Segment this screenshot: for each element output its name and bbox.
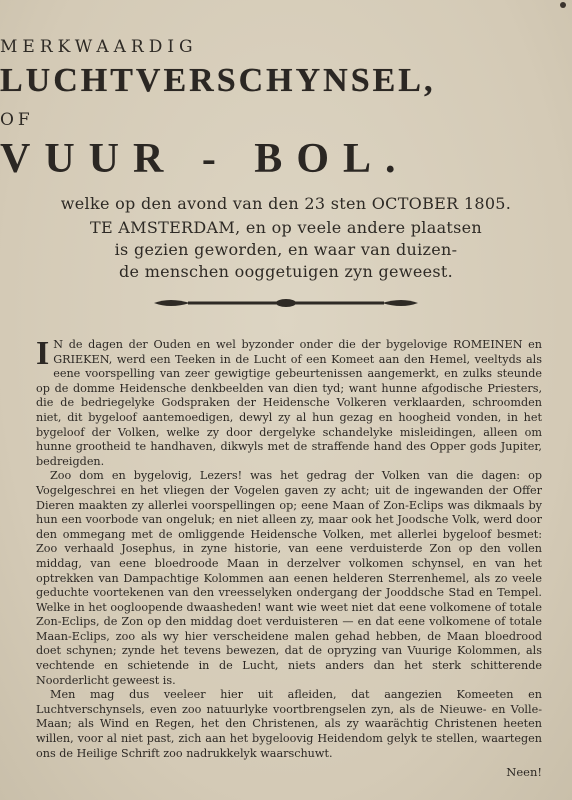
drop-cap: I bbox=[36, 335, 50, 372]
ornamental-divider bbox=[150, 296, 422, 310]
ink-spot bbox=[560, 2, 566, 8]
subtitle-line-3: is gezien geworden, en waar van duizen- bbox=[114, 240, 458, 259]
paragraph-1-text: N de dagen der Ouden en wel byzonder onder die der bygelovige ROMEINEN en GRIEKEN, werd een Teeken in de Lucht of een Komeet aan den Hemel, veeltyds als eene voorspelling van zeer gewigtige gebeurtenissen aangemerkt, en zulks steunde op de domme Heidensche denkbeelden van dien tyd; want hunne afgodische Priesters, die de bedriegelyke Godspraken der Heidensche Volkeren verklaarden, schroomden niet, dit bygeloof aantemoedigen, dewyl zy al hun gezag en hoogheid vonden, in het bygeloof der Volken, welke zy door dergelyke schandelyke misleidingen, alleen om hunne grootheid te handhaven, dikwyls met de straffende hand des Opper gods Jupiter, bedreigden. bbox=[36, 338, 542, 468]
catchword: Neen! bbox=[506, 765, 542, 779]
title-line-luchtverschynsel: LUCHTVERSCHYNSEL, bbox=[0, 62, 436, 99]
paragraph-3: Men mag dus veeleer hier uit afleiden, dat aangezien Komeeten en Luchtverschynsels, even zoo natuurlyke voortbrengselen zyn, als de Nieuwe- en Volle-Maan; als Wind en Regen, het den Christenen, als zy waarächtig Christenen heeten willen, voor al niet past, zich aan het bygeloovig Heidendom gelyk te stellen, waartegen ons de Heilige Schrift zoo nadrukkelyk waarschuwt. bbox=[36, 688, 542, 760]
subtitle-line-1: welke op den avond van den 23 sten OCTOBER 1805. bbox=[60, 194, 512, 213]
title-line-merkwaardig: MERKWAARDIG bbox=[0, 37, 198, 57]
title-line-vuur-bol: VUUR - BOL. bbox=[0, 136, 410, 182]
body-text bbox=[36, 335, 542, 761]
subtitle-line-2: TE AMSTERDAM, en op veele andere plaatsen bbox=[89, 218, 483, 237]
paragraph-1 bbox=[36, 335, 542, 469]
paragraph-2: Zoo dom en bygelovig, Lezers! was het gedrag der Volken van die dagen: op Vogelgeschrei en het vliegen der Vogelen gaven zy acht; uit de ingewanden der Offer Dieren maakten zy allerlei voorspellingen op; eene Maan of Zon-Eclips was dikmaals by hun een voorbode van ongeluk; en niet alleen zy, maar ook het Joodsche Volk, werd door den ommegang met de omliggende Heidensche Volken, met allerlei bygeloof besmet: Zoo verhaald Josephus, in zyne historie, van eene verduisterde Zon op den vollen middag, van eene bloedroode Maan in derzelver volkomen schynsel, en van het optrekken van Dampachtige Kolommen aan eenen helderen Sterrenhemel, als zo veele geduchte voortekenen van den vreesselyken ondergang der Jooddsche Stad en Tempel. Welke in het oogloopende dwaasheden! want wie weet niet dat eene volkomene of totale Zon-Eclips, de Zon op den middag doet verduisteren — en dat eene volkomene of totale Maan-Eclips, zoo als wy hier verscheidene malen gehad hebben, de Maan bloedrood doet schynen; zynde het tevens bewezen, dat de opryzing van Vuurige Kolommen, als vechtende en schietende in de Lucht, niets anders dan het sterk schitterende Noorderlicht geweest is. bbox=[36, 469, 542, 687]
title-line-of: OF bbox=[0, 110, 34, 130]
subtitle-line-4: de menschen ooggetuigen zyn geweest. bbox=[119, 262, 453, 281]
